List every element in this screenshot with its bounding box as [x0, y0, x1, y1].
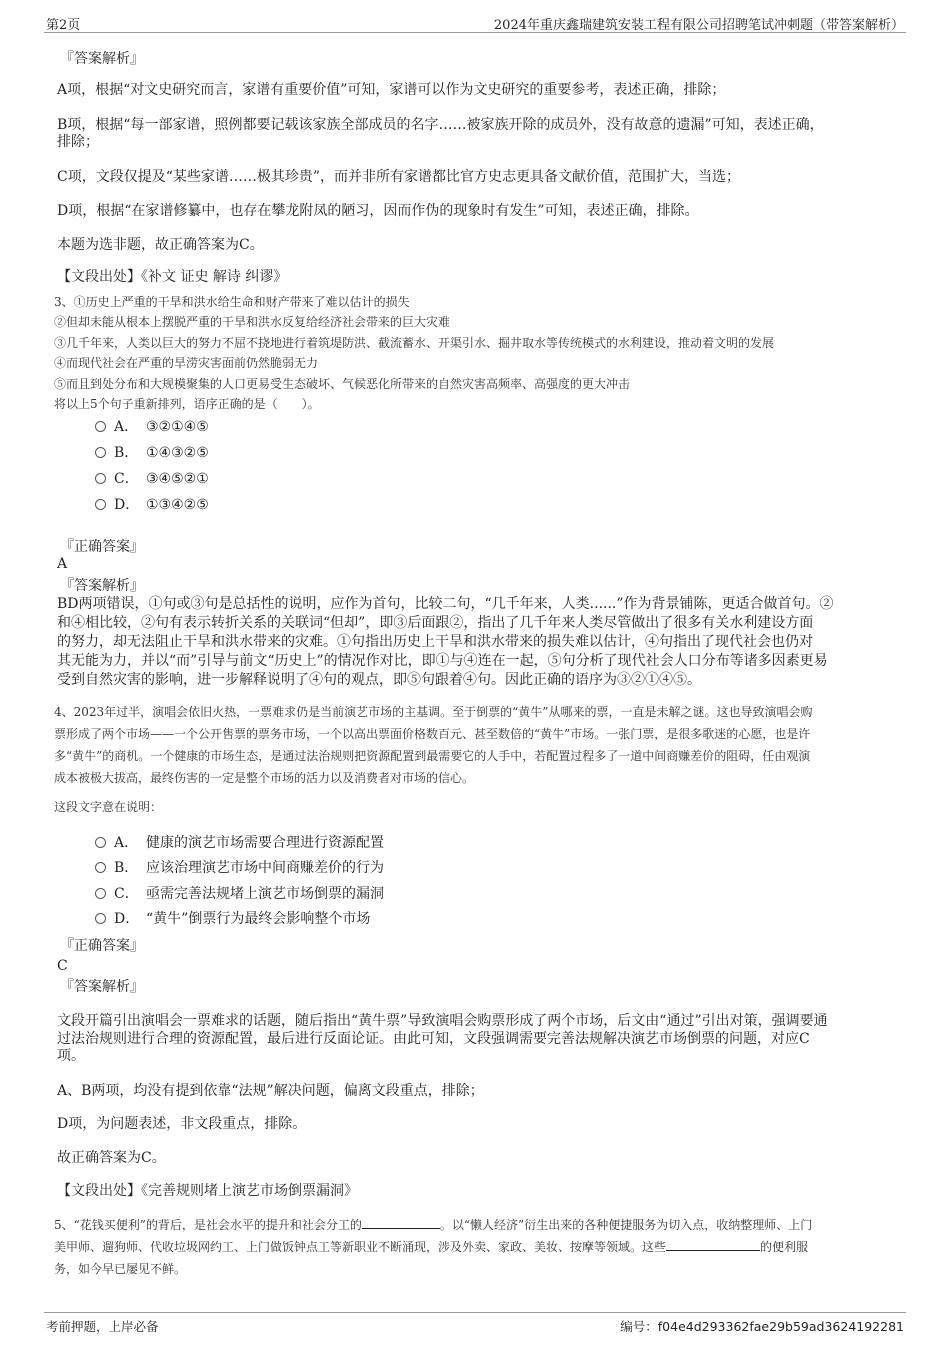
q4-line-d: D项，为问题表述，非文段重点，排除。: [57, 1116, 307, 1132]
q2-line-a: A项，根据“对文史研究而言，家谱有重要价值”可知，家谱可以作为文史研究的重要参考，表述正确，排除；: [57, 82, 726, 98]
q4-option-a[interactable]: A． 健康的演艺市场需要合理进行资源配置: [95, 832, 384, 852]
q4-analysis-3: 项。: [57, 1048, 85, 1064]
q3-stem-4: ④而现代社会在严重的旱涝灾害面前仍然脆弱无力: [54, 356, 319, 370]
q3-analysis-3: 的努力，却无法阻止干旱和洪水带来的灾难。①句指出历史上干旱和洪水带来的损失难以估计，④句指出了现代社会也仍对: [57, 634, 813, 650]
page-header: [44, 10, 906, 33]
q3-analysis-label: 『答案解析』: [60, 578, 144, 594]
q2-line-b: B项，根据“每一部家谱，照例都要记载该家族全部成员的名字……被家族开除的成员外，没有故意的遗漏”可知，表述正确，: [57, 117, 824, 133]
q3-correct-answer: A: [57, 556, 68, 572]
q3-analysis-1: BD两项错误，①句或③句是总括性的说明，应作为首句，比较二句，“几千年来，人类......”作为背景铺陈，更适合做首句。②: [57, 596, 834, 612]
radio-button-icon[interactable]: [95, 837, 106, 848]
q3-analysis-5: 受到自然灾害的影响，进一步解释说明了④句的观点，即⑤句跟着④句。因此正确的语序为③②①④⑤。: [57, 672, 701, 688]
q4-analysis-label: 『答案解析』: [60, 979, 144, 995]
q3-option-b[interactable]: B． ①④③②⑤: [95, 442, 209, 462]
q3-stem-5: ⑤而且到处分布和大规模聚集的人口更易受生态破坏、气候恶化所带来的自然灾害高频率、高强度的更大冲击: [54, 377, 631, 391]
q4-stem-4: 成本被极大拔高，最终伤害的一定是整个市场的活力以及消费者对市场的信心。: [54, 771, 475, 785]
q4-source: 【文段出处】《完善规则堵上演艺市场倒票漏洞》: [57, 1183, 358, 1199]
document-title: 2024年重庆鑫瑞建筑安装工程有限公司招聘笔试冲刺题（带答案解析）: [493, 18, 904, 33]
q4-correct-label: 『正确答案』: [60, 938, 144, 954]
q3-correct-label: 『正确答案』: [60, 539, 144, 555]
q5-blank-1[interactable]: [362, 1216, 440, 1229]
radio-button-icon[interactable]: [95, 499, 106, 510]
q2-conclusion: 本题为选非题，故正确答案为C。: [57, 237, 264, 253]
q4-option-b[interactable]: B． 应该治理演艺市场中间商赚差价的行为: [95, 857, 384, 877]
q5-stem-2: 美甲师、遛狗师、代收垃圾网约工、上门做饭钟点工等新职业不断涌现，涉及外卖、家政、美妆、按摩等领域。这些 的便利服: [54, 1240, 809, 1254]
q3-option-c[interactable]: C． ③④⑤②①: [95, 468, 209, 488]
q4-option-c[interactable]: C． 亟需完善法规堵上演艺市场倒票的漏洞: [95, 883, 384, 903]
q4-analysis-1: 文段开篇引出演唱会一票难求的话题，随后指出“黄牛票”导致演唱会购票形成了两个市场，后文由“通过”引出对策，强调要通: [57, 1013, 828, 1029]
q2-analysis-label: 『答案解析』: [60, 51, 144, 67]
radio-button-icon[interactable]: [95, 862, 106, 873]
q3-analysis-4: 其无能为力，并以“而”引导与前文“历史上”的情况作对比，即①与④连在一起，⑤句分析了现代社会人口分布等诸多因素更易: [57, 653, 828, 669]
q4-question: 这段文字意在说明：: [54, 800, 163, 814]
q2-line-b2: 排除；: [57, 134, 99, 150]
q3-option-a[interactable]: A． ③②①④⑤: [95, 416, 209, 436]
q3-option-d[interactable]: D． ①③④②⑤: [95, 494, 209, 514]
q3-analysis-2: 和④相比较，②句有表示转折关系的关联词“但却”，即③后面跟②，指出了几千年来人类尽管做出了很多有关水利建设方面: [57, 615, 814, 631]
q4-analysis-2: 过法治规则进行合理的资源配置，最后进行反面论证。由此可知，文段强调需要完善法规解决演艺市场倒票的问题，对应C: [57, 1031, 810, 1047]
page-number: 第2页: [46, 18, 81, 33]
q3-question: 将以上5个句子重新排列，语序正确的是（ ）。: [54, 397, 320, 411]
radio-button-icon[interactable]: [95, 421, 106, 432]
radio-button-icon[interactable]: [95, 447, 106, 458]
q4-line-ab: A、B两项，均没有提到依靠“法规”解决问题，偏离文段重点，排除；: [57, 1083, 484, 1099]
footer-code: 编号：f04e4d293362fae29b59ad3624192281: [620, 1319, 904, 1334]
q2-line-d: D项，根据“在家谱修纂中，也存在攀龙附凤的陋习，因而作伪的现象时有发生”可知，表述正确，排除。: [57, 203, 699, 219]
q2-source: 【文段出处】《补文 证史 解诗 纠谬》: [57, 269, 288, 285]
radio-button-icon[interactable]: [95, 913, 106, 924]
q4-option-d[interactable]: D． “黄牛”倒票行为最终会影响整个市场: [95, 908, 370, 928]
page-footer: [44, 1312, 906, 1334]
q4-correct-answer: C: [57, 958, 68, 974]
q4-stem-3: 多“黄牛”的商机。一个健康的市场生态，是通过法治规则把资源配置到最需要它的人手中，若配置过程多了一道中间商赚差价的阻碍，任由观演: [54, 749, 811, 763]
q5-stem-3: 务，如今早已屡见不鲜。: [54, 1262, 187, 1276]
q4-conclusion: 故正确答案为C。: [57, 1150, 166, 1166]
q4-stem-2: 票形成了两个市场——一个公开售票的票务市场，一个以高出票面价格数百元、甚至数倍的“黄牛”市场。一张门票，是很多歌迷的心愿，也是许: [54, 727, 811, 741]
q2-line-c: C项，文段仅提及“某些家谱……极其珍贵”，而并非所有家谱都比官方史志更具备文献价值，范围扩大，当选；: [57, 169, 741, 185]
q3-stem-1: 3、①历史上严重的干旱和洪水给生命和财产带来了难以估计的损失: [54, 295, 410, 309]
q4-stem-1: 4、2023年过半，演唱会依旧火热，一票难求仍是当前演艺市场的主基调。至于倒票的“黄牛”从哪来的票，一直是未解之谜。这也导致演唱会购: [54, 705, 813, 719]
radio-button-icon[interactable]: [95, 888, 106, 899]
q3-stem-2: ②但却未能从根本上摆脱严重的干旱和洪水反复给经济社会带来的巨大灾难: [54, 315, 451, 329]
q3-stem-3: ③几千年来，人类以巨大的努力不屈不挠地进行着筑堤防洪、截流蓄水、开渠引水、掘井取水等传统模式的水利建设，推动着文明的发展: [54, 336, 775, 350]
q5-blank-2[interactable]: [666, 1238, 760, 1251]
radio-button-icon[interactable]: [95, 473, 106, 484]
footer-slogan: 考前押题，上岸必备: [46, 1319, 159, 1334]
q5-stem-1: 5、“花钱买便利”的背后，是社会水平的提升和社会分工的 。以“懒人经济”衍生出来的各种便捷服务为切入点，收纳整理师、上门: [54, 1218, 813, 1232]
